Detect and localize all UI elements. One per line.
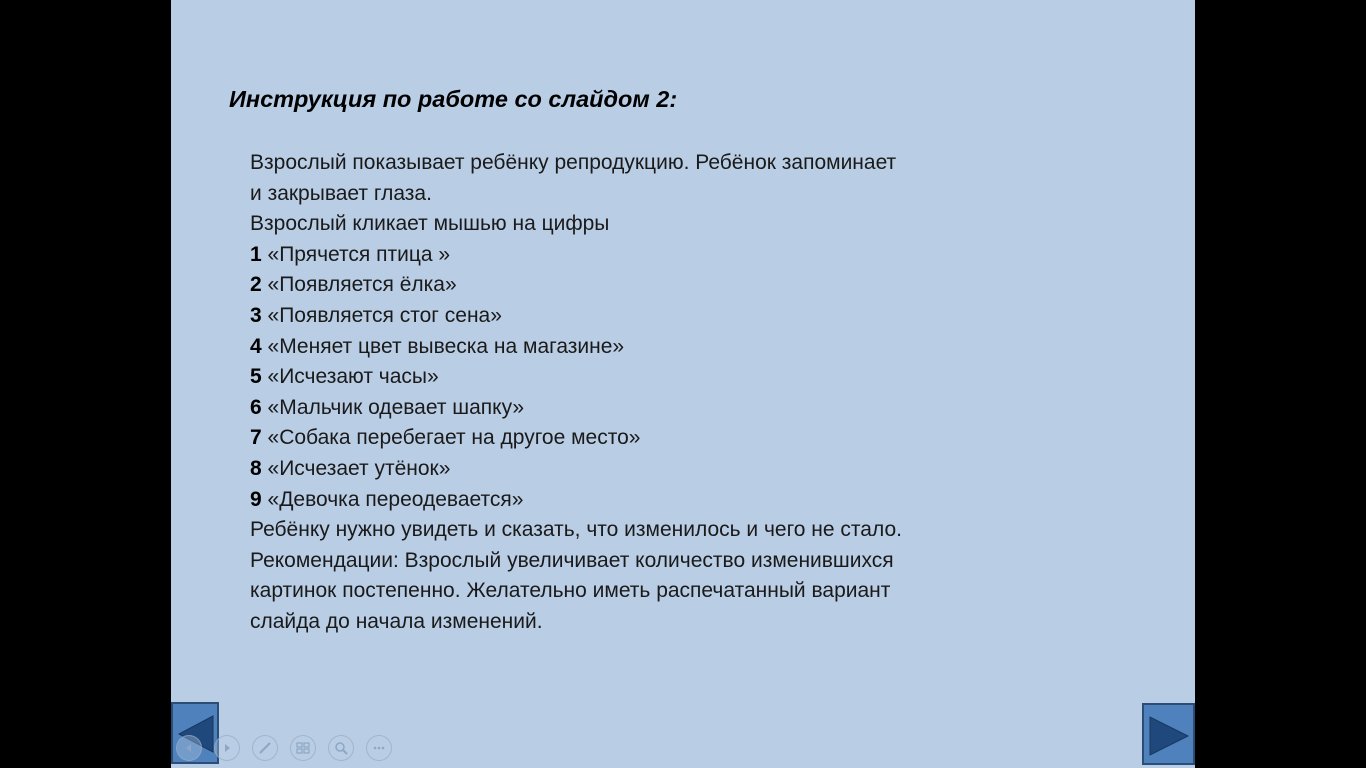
item-text: «Исчезают часы» xyxy=(261,365,439,389)
item-text: «Появляется ёлка» xyxy=(261,273,457,297)
previous-slide-button[interactable] xyxy=(176,735,202,761)
next-icon xyxy=(218,739,236,757)
item-text: «Девочка переодевается» xyxy=(261,487,524,511)
list-item xyxy=(250,362,1010,393)
slide-body xyxy=(250,148,1010,638)
more-icon xyxy=(370,739,388,757)
zoom-icon xyxy=(332,739,350,757)
intro-line: и закрывает глаза. xyxy=(250,181,432,205)
zoom-button[interactable] xyxy=(328,735,354,761)
item-number: 7 xyxy=(250,426,262,450)
previous-icon xyxy=(180,739,198,757)
item-number: 1 xyxy=(250,242,262,266)
item-text: «Мальчик одевает шапку» xyxy=(261,395,525,419)
outro-line: Ребёнку нужно увидеть и сказать, что изменилось и чего не стало. xyxy=(250,518,902,542)
slide xyxy=(171,0,1195,768)
item-text: «Исчезает утёнок» xyxy=(261,456,451,480)
item-number: 3 xyxy=(250,303,262,327)
item-number: 4 xyxy=(250,334,262,358)
slides-icon xyxy=(294,739,312,757)
list-item xyxy=(250,393,1010,424)
item-text: «Меняет цвет вывеска на магазине» xyxy=(261,334,625,358)
list-item xyxy=(250,423,1010,454)
pen-icon xyxy=(256,739,274,757)
item-number: 6 xyxy=(250,395,262,419)
item-number: 5 xyxy=(250,365,262,389)
list-item xyxy=(250,454,1010,485)
item-number: 2 xyxy=(250,273,262,297)
right-triangle-icon xyxy=(1144,705,1193,763)
intro-line: Взрослый показывает ребёнку репродукцию. Ребёнок запоминает xyxy=(250,151,897,174)
item-text: «Собака перебегает на другое место» xyxy=(261,426,641,450)
click-instruction: Взрослый кликает мышью на цифры xyxy=(250,212,610,236)
recommendation-line: Рекомендации: Взрослый увеличивает количество изменившихся xyxy=(250,548,894,572)
see-all-slides-button[interactable] xyxy=(290,735,316,761)
slide-title: Инструкция по работе со слайдом 2: xyxy=(229,86,678,112)
pen-tool-button[interactable] xyxy=(252,735,278,761)
list-item xyxy=(250,301,1010,332)
recommendation-line: слайда до начала изменений. xyxy=(250,609,543,633)
list-item xyxy=(250,270,1010,301)
list-item xyxy=(250,240,1010,271)
item-number: 9 xyxy=(250,487,262,511)
next-nav-button[interactable] xyxy=(1142,703,1195,765)
item-text: «Прячется птица » xyxy=(261,242,451,266)
more-options-button[interactable] xyxy=(366,735,392,761)
list-item xyxy=(250,485,1010,516)
list-item xyxy=(250,332,1010,363)
item-number: 8 xyxy=(250,456,262,480)
next-slide-button[interactable] xyxy=(214,735,240,761)
item-text: «Появляется стог сена» xyxy=(261,303,502,327)
recommendation-line: картинок постепенно. Желательно иметь распечатанный вариант xyxy=(250,579,891,603)
